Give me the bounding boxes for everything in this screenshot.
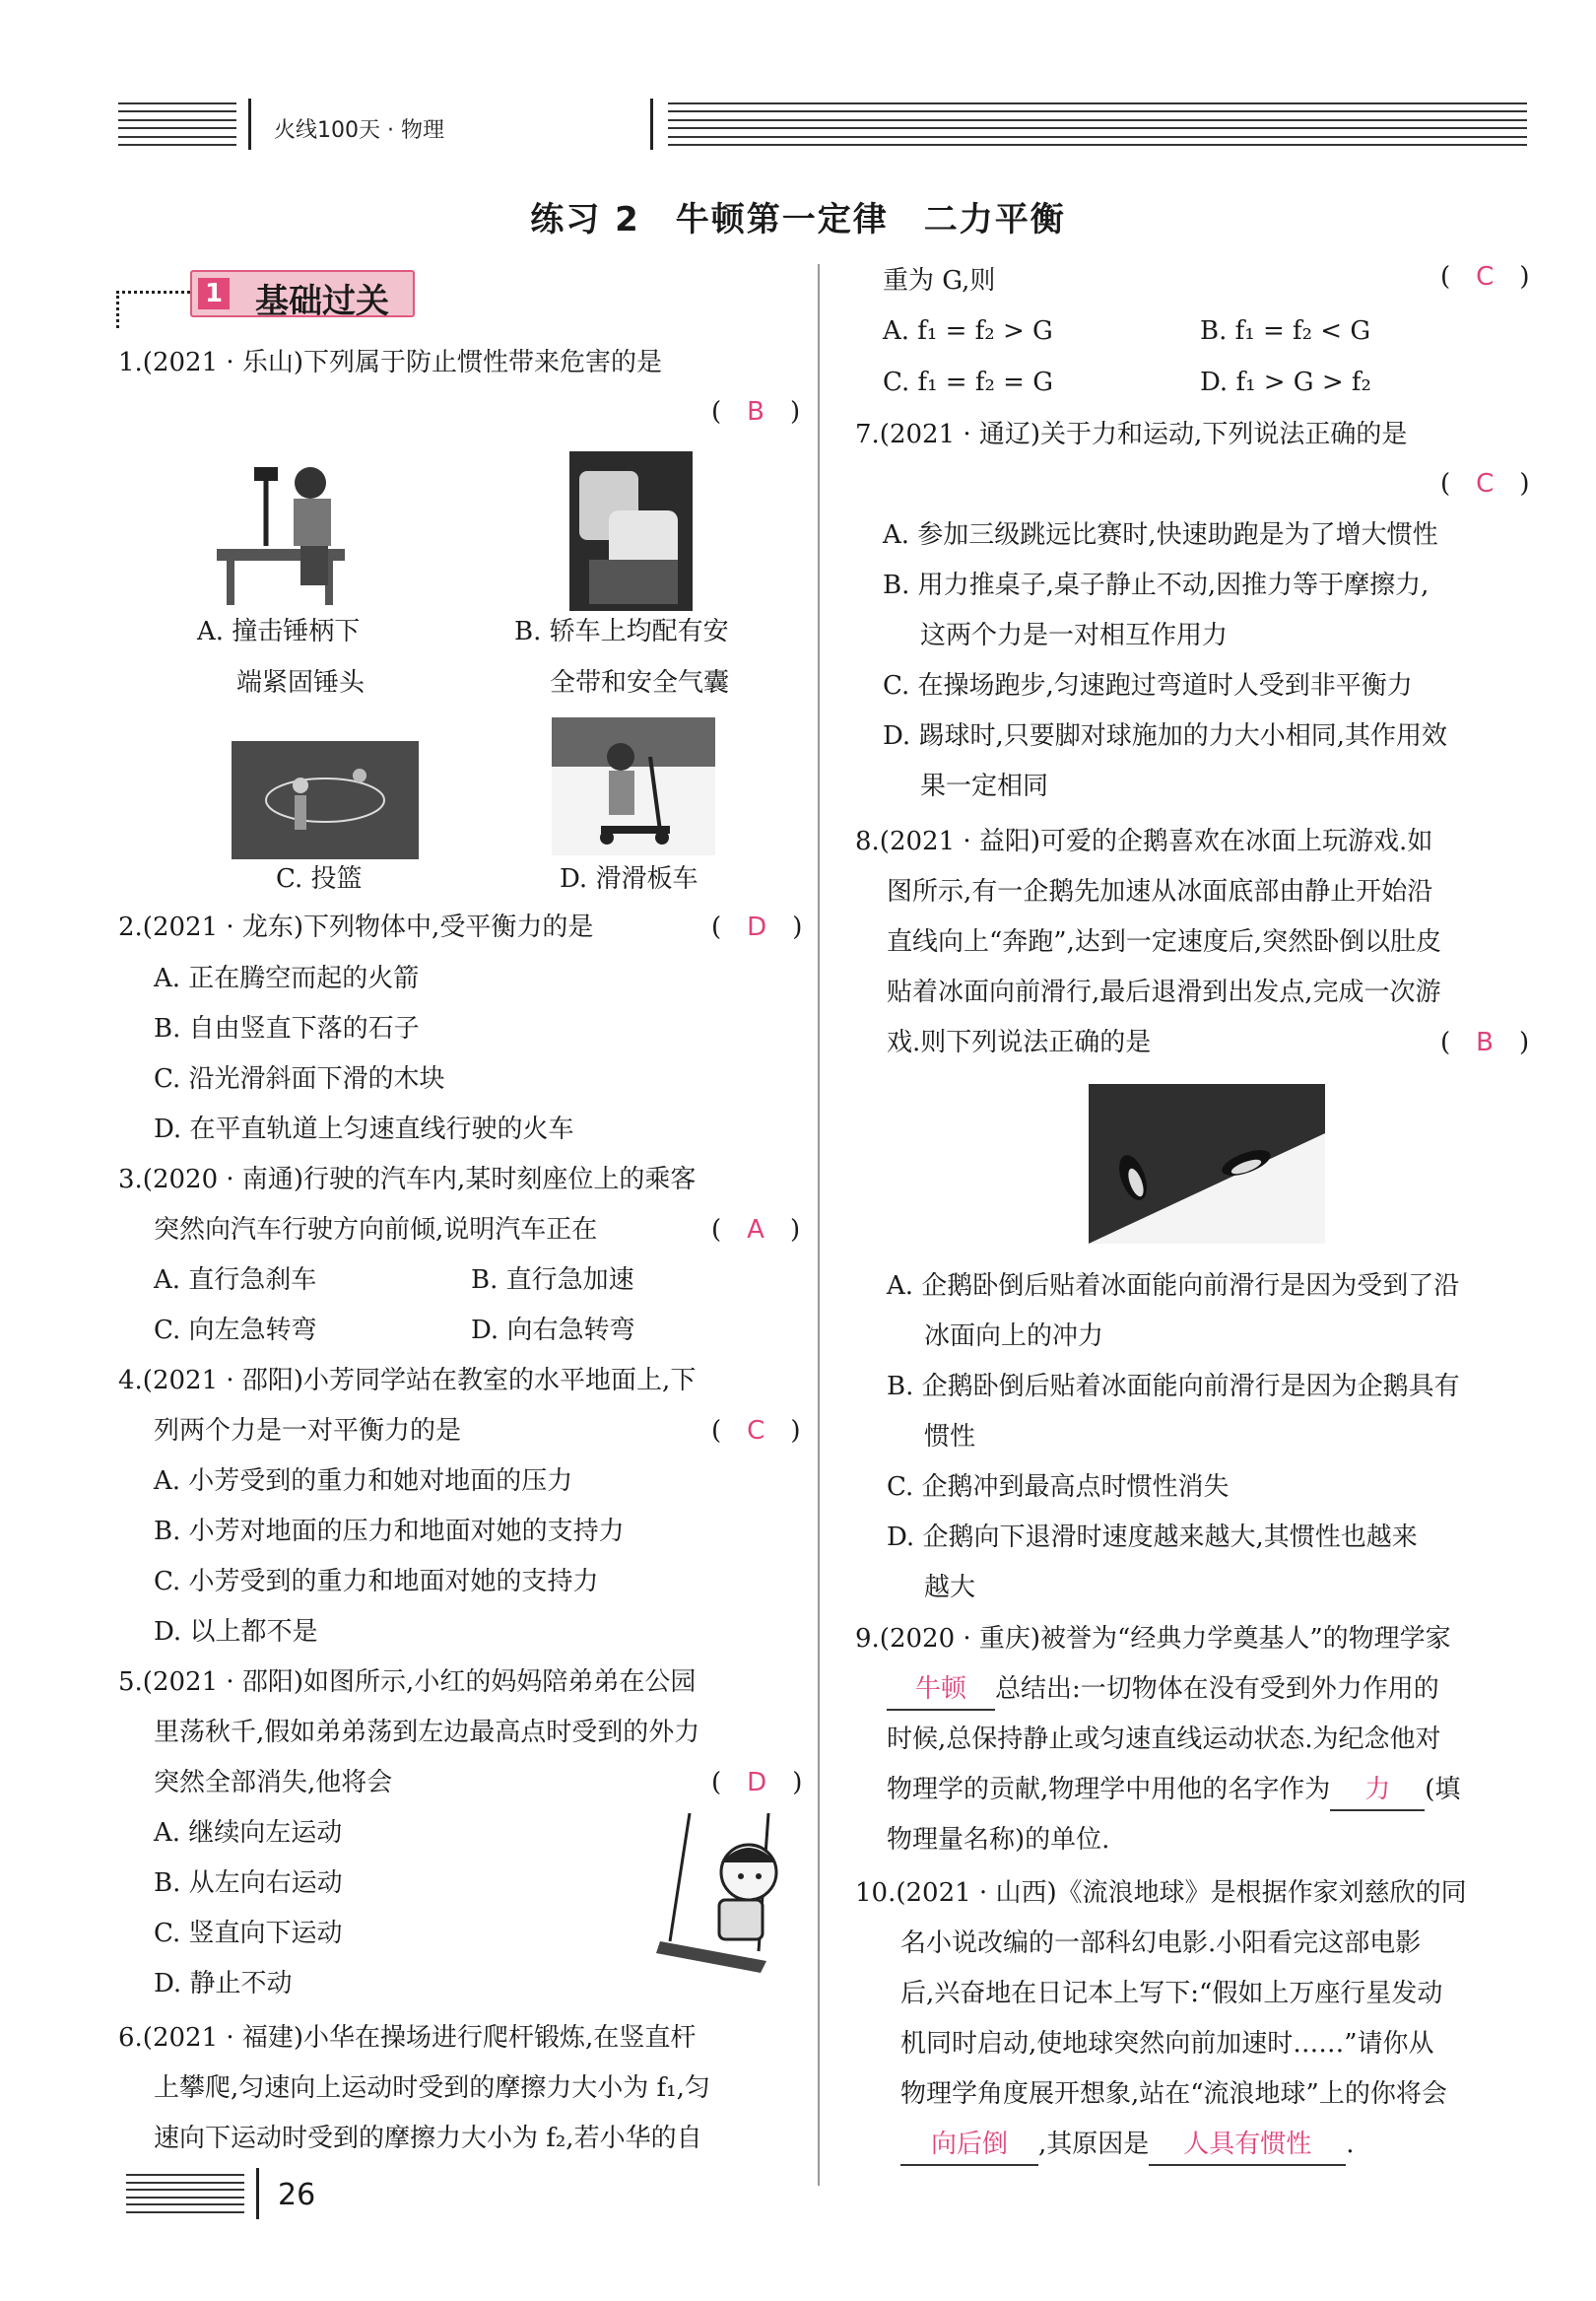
q1-figure-b-airbag [569,451,693,611]
q6-stem-line3: 速向下运动时受到的摩擦力大小为 f₂,若小华的自 [154,2124,702,2153]
page-number: 26 [278,2178,316,2212]
q8-stem-line1: 8.(2021 · 益阳)可爱的企鹅喜欢在冰面上玩游戏.如 [855,827,1433,856]
q1-figure-a-hammer [207,455,369,613]
q2-option-c: C. 沿光滑斜面下滑的木块 [154,1064,445,1094]
q9-line2-text: 总结出:一切物体在没有受到外力作用的 [995,1674,1439,1704]
q8-answer-paren: ( B ) [1440,1028,1530,1057]
q9-blank1: 牛顿 [887,1669,995,1711]
q10-line2: 名小说改编的一部科幻电影.小阳看完这部电影 [900,1929,1422,1958]
q9-line3: 时候,总保持静止或匀速直线运动状态.为纪念他对 [887,1725,1441,1754]
q4-answer-paren: ( C ) [711,1416,801,1446]
q7-answer-paren: ( C ) [1440,469,1530,499]
q3-option-b: B. 直行急加速 [471,1265,634,1295]
q1-option-d: D. 滑滑板车 [560,864,698,894]
q9-line4 [887,1765,1460,1815]
q2-option-d: D. 在平直轨道上匀速直线行驶的火车 [154,1115,574,1144]
section-number: 1 [198,278,230,309]
q1-option-b-line2: 全带和安全气囊 [550,668,730,698]
header-rules-left [118,102,236,146]
q4-stem-line1: 4.(2021 · 邵阳)小芳同学站在教室的水平地面上,下 [118,1366,697,1395]
section-dotted-vline [116,291,119,328]
section-badge [190,270,415,321]
q4-stem-line2: 列两个力是一对平衡力的是 [154,1416,462,1446]
q2-option-b: B. 自由竖直下落的石子 [154,1014,420,1044]
q1-answer: B [747,397,765,427]
q6-option-a: A. f₁ = f₂ > G [883,316,1053,346]
q8-option-b-line1: B. 企鹅卧倒后贴着冰面能向前滑行是因为企鹅具有 [887,1372,1460,1401]
q1-option-a-line1: A. 撞击锤柄下 [197,617,361,646]
q8-option-a-line1: A. 企鹅卧倒后贴着冰面能向前滑行是因为受到了沿 [887,1271,1460,1301]
q6-answer: C [1476,262,1495,292]
q6-stem-line4: 重为 G,则 [883,266,996,296]
q8-stem-line3: 直线向上“奔跑”,达到一定速度后,突然卧倒以肚皮 [887,927,1442,957]
q3-stem-line1: 3.(2020 · 南通)行驶的汽车内,某时刻座位上的乘客 [118,1165,697,1194]
q4-option-b: B. 小芳对地面的压力和地面对她的支持力 [154,1517,625,1546]
q7-option-b-line1: B. 用力推桌子,桌子静止不动,因推力等于摩擦力, [883,571,1430,600]
q1-option-a-line2: 端紧固锤头 [236,668,366,698]
header-rules-right [668,102,1527,146]
q10-end: . [1346,2130,1355,2159]
q3-option-d: D. 向右急转弯 [471,1316,635,1345]
q7-option-c: C. 在操场跑步,匀速跑过弯道时人受到非平衡力 [883,671,1413,701]
q5-option-b: B. 从左向右运动 [154,1868,343,1898]
q3-answer-paren: ( A ) [711,1215,801,1245]
q2-answer-paren: ( D ) [711,913,803,942]
q9-line5: 物理量名称)的单位. [887,1825,1110,1855]
q4-answer: C [747,1416,765,1446]
q6-option-c: C. f₁ = f₂ = G [883,368,1053,397]
q5-option-c: C. 竖直向下运动 [154,1919,343,1948]
q9-line1: 9.(2020 · 重庆)被誉为“经典力学奠基人”的物理学家 [855,1624,1451,1654]
q2-answer: D [747,913,767,942]
footer-separator [256,2168,259,2219]
header-separator-right [650,99,653,150]
q6-option-b: B. f₁ = f₂ < G [1200,316,1371,346]
q1-figure-d-scooter [552,717,715,855]
page-title: 练习 2 牛顿第一定律 二力平衡 [530,200,1066,239]
q3-option-a: A. 直行急刹车 [154,1265,317,1295]
q3-option-c: C. 向左急转弯 [154,1316,317,1345]
q10-line4: 机同时启动,使地球突然向前加速时……”请你从 [900,2029,1434,2059]
q7-option-d-line2: 果一定相同 [920,772,1049,801]
q5-answer: D [747,1768,767,1797]
q8-stem-line5: 戏.则下列说法正确的是 [887,1028,1152,1057]
q1-stem: 1.(2021 · 乐山)下列属于防止惯性带来危害的是 [118,348,663,377]
q7-option-d-line1: D. 踢球时,只要脚对球施加的力大小相同,其作用效 [883,721,1447,751]
q7-answer: C [1476,469,1495,499]
q8-stem-line2: 图所示,有一企鹅先加速从冰面底部由静止开始沿 [887,877,1433,907]
q5-answer-paren: ( D ) [711,1768,803,1797]
q8-answer: B [1476,1028,1494,1057]
q8-option-a-line2: 冰面向上的冲力 [924,1321,1104,1351]
q9-line2 [887,1664,1439,1715]
q7-stem: 7.(2021 · 通辽)关于力和运动,下列说法正确的是 [855,420,1408,449]
q7-option-b-line2: 这两个力是一对相互作用力 [920,621,1229,650]
q1-answer-paren: ( B ) [711,397,801,427]
q10-blank1: 向后倒 [900,2125,1038,2166]
q10-line1: 10.(2021 · 山西)《流浪地球》是根据作家刘慈欣的同 [855,1878,1467,1908]
q5-option-d: D. 静止不动 [154,1969,293,1998]
q5-option-a: A. 继续向左运动 [154,1818,343,1848]
q8-option-d-line2: 越大 [924,1573,976,1602]
q2-option-a: A. 正在腾空而起的火箭 [154,964,420,993]
q6-answer-paren: ( C ) [1440,262,1530,292]
q9-line4-post: (填 [1425,1775,1461,1804]
header-title: 火线100天 · 物理 [274,118,444,143]
q1-option-c: C. 投篮 [276,864,363,894]
header-separator-left [248,99,251,150]
q2-stem: 2.(2021 · 龙东)下列物体中,受平衡力的是 [118,913,594,942]
q6-stem-line1: 6.(2021 · 福建)小华在操场进行爬杆锻炼,在竖直杆 [118,2023,697,2053]
q6-stem-line2: 上攀爬,匀速向上运动时受到的摩擦力大小为 f₁,匀 [154,2073,710,2103]
q10-line3: 后,兴奋地在日记本上写下:“假如上万座行星发动 [900,1979,1443,2008]
q10-line5: 物理学角度展开想象,站在“流浪地球”上的你将会 [900,2079,1447,2109]
q10-blank2: 人具有惯性 [1149,2125,1346,2166]
q8-figure-penguins [1089,1084,1325,1244]
column-separator [818,264,820,2186]
q8-option-b-line2: 惯性 [924,1422,976,1452]
q5-figure-swing [650,1813,808,1991]
footer-rules [126,2174,244,2213]
q4-option-a: A. 小芳受到的重力和她对地面的压力 [154,1466,573,1496]
q4-option-d: D. 以上都不是 [154,1617,318,1647]
section-dotted-line [116,291,190,294]
q5-stem-line3: 突然全部消失,他将会 [154,1768,393,1797]
q8-option-d-line1: D. 企鹅向下退滑时速度越来越大,其惯性也越来 [887,1523,1418,1552]
q3-answer: A [747,1215,765,1245]
q5-stem-line2: 里荡秋千,假如弟弟荡到左边最高点时受到的外力 [154,1718,700,1747]
q7-option-a: A. 参加三级跳远比赛时,快速助跑是为了增大惯性 [883,520,1438,550]
q8-stem-line4: 贴着冰面向前滑行,最后退滑到出发点,完成一次游 [887,978,1441,1007]
q10-line6 [900,2120,1355,2170]
q4-option-c: C. 小芳受到的重力和地面对她的支持力 [154,1567,599,1596]
q5-stem-line1: 5.(2021 · 邵阳)如图所示,小红的妈妈陪弟弟在公园 [118,1667,697,1697]
q10-mid: ,其原因是 [1038,2130,1150,2159]
q6-option-d: D. f₁ > G > f₂ [1200,368,1371,397]
q1-option-b-line1: B. 轿车上均配有安 [514,617,729,646]
q9-blank2: 力 [1330,1770,1425,1811]
q1-figure-c-basketball [232,741,419,859]
q9-line4-pre: 物理学的贡献,物理学中用他的名字作为 [887,1775,1331,1804]
q3-stem-line2: 突然向汽车行驶方向前倾,说明汽车正在 [154,1215,598,1245]
section-label: 基础过关 [255,282,389,321]
q8-option-c: C. 企鹅冲到最高点时惯性消失 [887,1472,1230,1502]
